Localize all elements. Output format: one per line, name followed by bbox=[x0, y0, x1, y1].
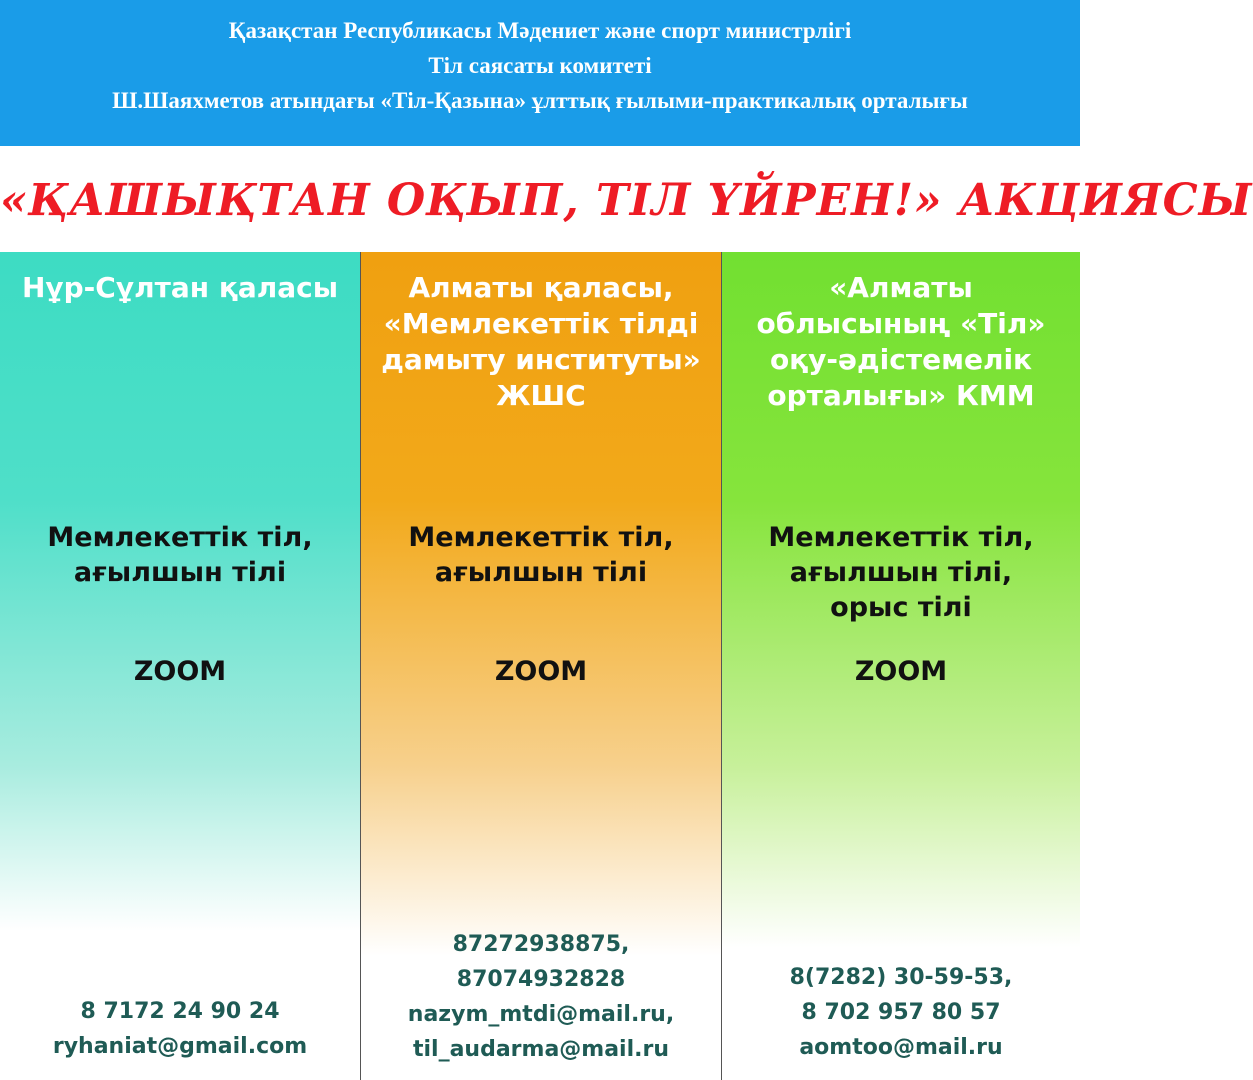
contact-email[interactable]: aomtoo@mail.ru bbox=[799, 1035, 1003, 1060]
contact-phone: 8 702 957 80 57 bbox=[801, 1000, 1001, 1025]
organization-name-line: Алматы қаласы, bbox=[408, 271, 674, 304]
organization-name-line: оқу-әдістемелік bbox=[769, 343, 1033, 376]
campaign-title: «ҚАШЫҚТАН ОҚЫП, ТІЛ ҮЙРЕН!» АКЦИЯСЫ bbox=[0, 175, 1253, 226]
contact-email[interactable]: nazym_mtdi@mail.ru, bbox=[407, 1002, 675, 1027]
languages-line: Мемлекеттік тіл, bbox=[408, 522, 674, 553]
organization-name-line: ЖШС bbox=[496, 379, 586, 412]
column-nur-sultan bbox=[0, 252, 360, 1080]
languages-line: ағылшын тілі bbox=[73, 557, 287, 588]
contacts bbox=[722, 960, 1080, 1065]
languages bbox=[361, 520, 721, 590]
organization-name-line: орталығы» КММ bbox=[767, 379, 1035, 412]
banner bbox=[0, 146, 1253, 252]
organization-name bbox=[0, 270, 360, 306]
languages bbox=[0, 520, 360, 590]
ministry-line: Қазақстан Республикасы Мәдениет және спорт министрлігі bbox=[228, 18, 852, 43]
contacts bbox=[361, 927, 721, 1067]
languages-line: Мемлекеттік тіл, bbox=[768, 522, 1034, 553]
committee-line: Тіл саясаты комитеті bbox=[428, 53, 652, 78]
center-line: Ш.Шаяхметов атындағы «Тіл-Қазына» ұлттық ғылыми-практикалық орталығы bbox=[112, 88, 968, 113]
organization-name-line: «Алматы bbox=[829, 271, 973, 304]
languages bbox=[722, 520, 1080, 625]
column-almaty-city bbox=[360, 252, 722, 1080]
header bbox=[0, 0, 1080, 146]
organization-name-line: «Мемлекеттік тілді bbox=[383, 307, 699, 340]
languages-line: Мемлекеттік тіл, bbox=[47, 522, 313, 553]
organization-name bbox=[361, 270, 721, 414]
contacts bbox=[0, 994, 360, 1064]
languages-line: ағылшын тілі bbox=[434, 557, 648, 588]
languages-line: орыс тілі bbox=[830, 592, 972, 623]
languages-line: ағылшын тілі, bbox=[789, 557, 1013, 588]
organization-name-line: облысының «Тіл» bbox=[756, 307, 1046, 340]
organization-name bbox=[722, 270, 1080, 414]
contact-phone: 87272938875, bbox=[452, 932, 630, 957]
organization-name-line: дамыту институты» bbox=[381, 343, 701, 376]
contact-email[interactable]: til_audarma@mail.ru bbox=[412, 1037, 670, 1062]
contact-phone: 8 7172 24 90 24 bbox=[80, 999, 280, 1024]
contact-email[interactable]: ryhaniat@gmail.com bbox=[52, 1034, 308, 1059]
platform-label: ZOOM bbox=[854, 656, 948, 687]
contact-phone: 87074932828 bbox=[456, 967, 626, 992]
column-almaty-region bbox=[722, 252, 1080, 1080]
organization-name-line: Нұр-Сұлтан қаласы bbox=[21, 271, 339, 304]
platform-label: ZOOM bbox=[133, 656, 227, 687]
contact-phone: 8(7282) 30-59-53, bbox=[789, 965, 1013, 990]
platform-label: ZOOM bbox=[494, 656, 588, 687]
